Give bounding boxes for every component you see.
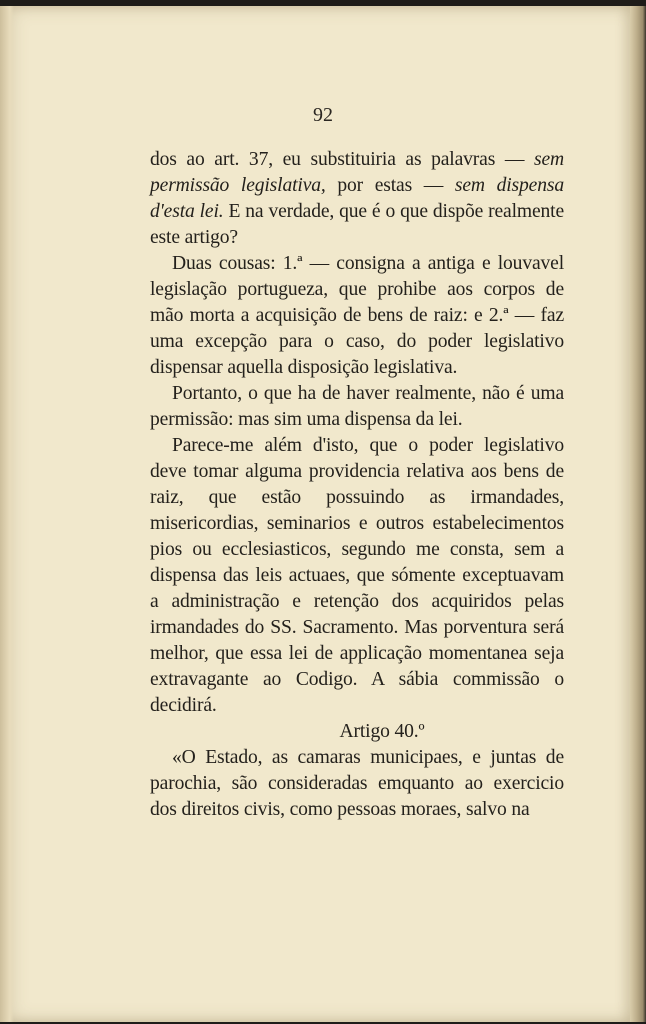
body-text: [150, 147, 564, 823]
paragraph-portanto: Portanto, o que ha de haver realmente, não é uma permissão: mas sim uma dispensa da lei.: [150, 383, 564, 430]
article-quote: «O Estado, as camaras municipaes, e juntas de parochia, são consideradas emquanto ao exercicio dos direitos civis, como pessoas moraes, salvo na: [150, 747, 564, 820]
page-edge: [630, 6, 646, 1022]
page-number: 92: [313, 104, 333, 126]
paragraph-duas-cousas: Duas cousas: 1.ª — consigna a antiga e louvavel legislação portugueza, que prohibe aos corpos de mão morta a acquisição de bens de raiz: e 2.ª — faz uma excepção para o caso, do poder legislativo dispensar aquella disposição legislativa.: [150, 253, 564, 378]
paragraph-text: dos ao art. 37, eu substituiria as palavras —: [150, 149, 534, 170]
article-heading: Artigo 40.º: [339, 721, 425, 742]
paragraph-continuation: [150, 147, 564, 251]
paragraph-parece-me: Parece-me além d'isto, que o poder legislativo deve tomar alguma providencia relativa aos bens de raiz, que estão possuindo as irmandades, misericordias, seminarios e outros estabelecimentos pios ou ecclesiasticos, segundo me consta, sem a dispensa das leis actuaes, que sómente exceptuavam a administração e retenção dos acquiridos pelas irmandades do SS. Sacramento. Mas porventura será melhor, que essa lei de applicação momentanea seja extravagante ao Codigo. A sábia commissão o decidirá.: [150, 435, 564, 716]
paragraph-text: E na verdade, que é o que dispõe realmente este artigo?: [150, 201, 564, 248]
italic-phrase: sem dispensa d'esta lei.: [150, 175, 564, 222]
italic-phrase: sem permissão legislativa,: [150, 149, 564, 196]
paragraph-text: por estas —: [325, 175, 455, 196]
